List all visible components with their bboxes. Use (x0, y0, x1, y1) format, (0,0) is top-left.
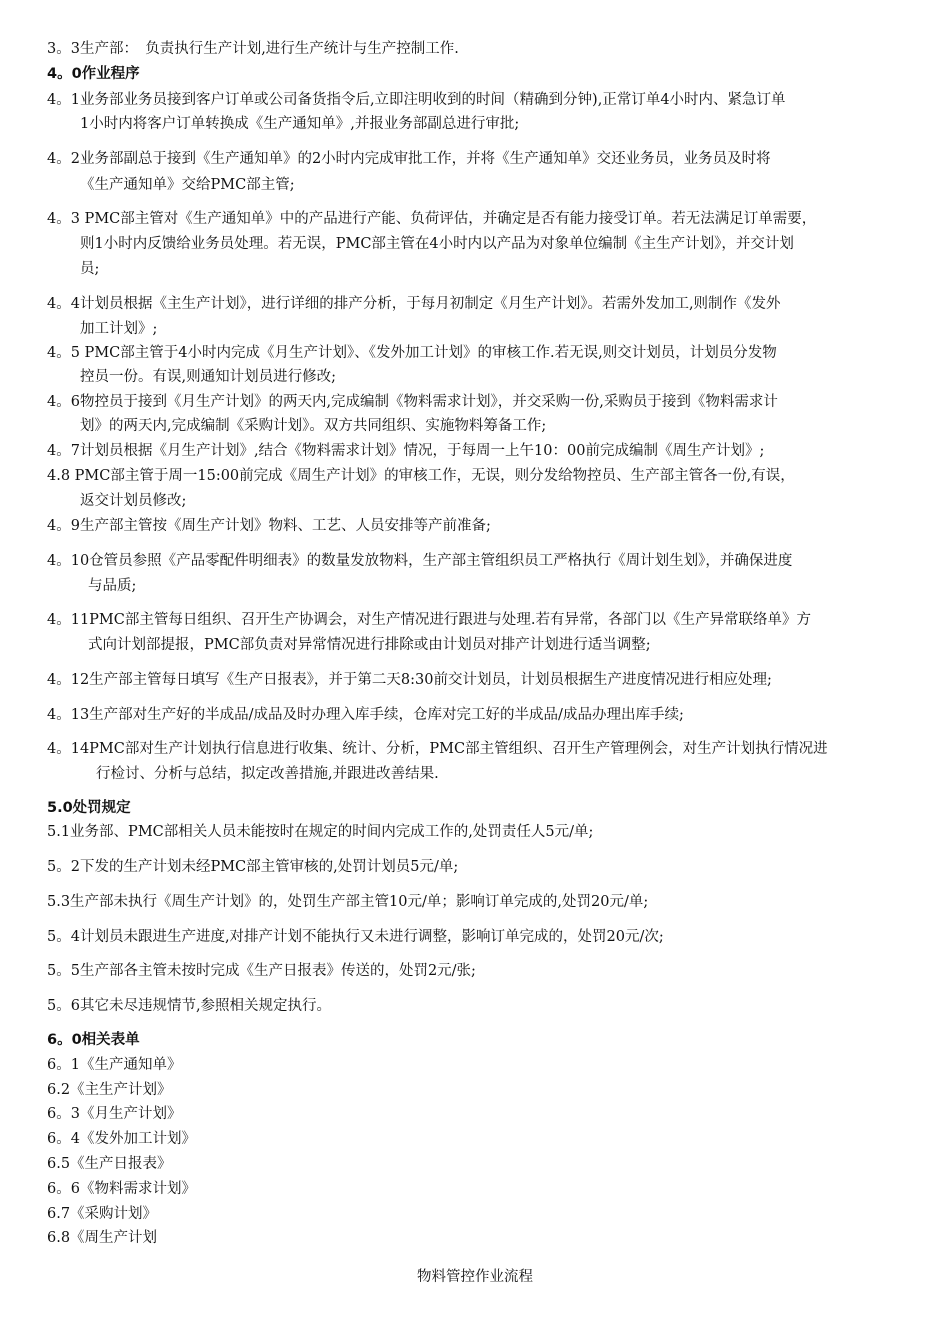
para-5-6: 5。6其它未尽违规情节,参照相关规定执行。 (47, 998, 332, 1014)
form-item: 6.2《主生产计划》 (47, 1082, 172, 1098)
para-4-14: 4。14PMC部对生产计划执行信息进行收集、统计、分析，PMC部主管组织、召开生产管理例会，对生产计划执行情况进 (47, 741, 828, 757)
para-4-10-cont: 与品质; (88, 578, 137, 594)
para-5-3: 5.3生产部未执行《周生产计划》的，处罚生产部主管10元/单；影响订单完成的,处罚20元/单; (47, 894, 649, 910)
para-4-9: 4。9生产部主管按《周生产计划》物料、工艺、人员安排等产前准备; (47, 518, 491, 534)
para-4-3-cont: 则1小时内反馈给业务员处理。若无误，PMC部主管在4小时内以产品为对象单位编制《主生产计划》，并交计划 (80, 236, 794, 252)
heading-6: 6。0相关表单 (47, 1032, 140, 1048)
para-4-6: 4。6物控员于接到《月生产计划》的两天内,完成编制《物料需求计划》，并交采购一份,采购员于接到《物料需求计 (47, 394, 778, 410)
para-4-11-cont: 式向计划部提报，PMC部负责对异常情况进行排除或由计划员对排产计划进行适当调整; (88, 637, 651, 653)
para-4-7: 4。7计划员根据《月生产计划》,结合《物料需求计划》情况，于每周一上午10：00前完成编制《周生产计划》; (47, 443, 765, 459)
heading-5: 5.0处罚规定 (47, 800, 131, 816)
heading-4: 4。0作业程序 (47, 66, 140, 82)
para-4-12: 4。12生产部主管每日填写《生产日报表》，并于第二天8:30前交计划员，计划员根据生产进度情况进行相应处理; (47, 672, 772, 688)
form-item: 6.7《采购计划》 (47, 1206, 158, 1222)
para-5-1: 5.1业务部、PMC部相关人员未能按时在规定的时间内完成工作的,处罚责任人5元/单; (47, 824, 594, 840)
form-item: 6.8《周生产计划 (47, 1230, 158, 1246)
para-4-5-cont: 控员一份。有误,则通知计划员进行修改; (80, 369, 336, 385)
para-4-13: 4。13生产部对生产好的半成品/成品及时办理入库手续，仓库对完工好的半成品/成品办理出库手续; (47, 707, 684, 723)
para-5-5: 5。5生产部各主管未按时完成《生产日报表》传送的，处罚2元/张; (47, 963, 476, 979)
para-4-4: 4。4计划员根据《主生产计划》，进行详细的排产分析，于每月初制定《月生产计划》。若需外发加工,则制作《发外 (47, 296, 781, 312)
para-4-1: 4。1业务部业务员接到客户订单或公司备货指令后,立即注明收到的时间（精确到分钟),正常订单4小时内、紧急订单 (47, 92, 786, 108)
page-footer: 物料管控作业流程 (417, 1269, 533, 1285)
para-4-8-cont: 返交计划员修改; (80, 493, 187, 509)
para-4-14-cont: 行检讨、分析与总结，拟定改善措施,并跟进改善结果. (96, 766, 439, 782)
form-item: 6。3《月生产计划》 (47, 1106, 182, 1122)
para-4-2: 4。2业务部副总于接到《生产通知单》的2小时内完成审批工作，并将《生产通知单》交还业务员，业务员及时将 (47, 151, 771, 167)
para-5-4: 5。4计划员未跟进生产进度,对排产计划不能执行又未进行调整，影响订单完成的，处罚20元/次; (47, 929, 664, 945)
para-4-1-cont: 1小时内将客户订单转换成《生产通知单》,并报业务部副总进行审批; (80, 116, 520, 132)
section-3-3: 3。3生产部： 负责执行生产计划,进行生产统计与生产控制工作. (47, 41, 459, 57)
para-4-10: 4。10仓管员参照《产品零配件明细表》的数量发放物料，生产部主管组织员工严格执行《周计划生划》，并确保进度 (47, 553, 793, 569)
form-item: 6。4《发外加工计划》 (47, 1131, 196, 1147)
para-4-4-cont: 加工计划》; (80, 321, 158, 337)
para-5-2: 5。2下发的生产计划未经PMC部主管审核的,处罚计划员5元/单; (47, 859, 459, 875)
para-4-3: 4。3 PMC部主管对《生产通知单》中的产品进行产能、负荷评估，并确定是否有能力接受订单。若无法满足订单需要， (47, 211, 817, 227)
para-4-8: 4.8 PMC部主管于周一15:00前完成《周生产计划》的审核工作，无误，则分发给物控员、生产部主管各一份,有误， (47, 468, 795, 484)
para-4-5: 4。5 PMC部主管于4小时内完成《月生产计划》、《发外加工计划》的审核工作.若无误,则交计划员，计划员分发物 (47, 345, 777, 361)
para-4-3-cont2: 员; (80, 261, 100, 277)
para-4-6-cont: 划》的两天内,完成编制《采购计划》。双方共同组织、实施物料筹备工作; (80, 418, 547, 434)
form-item: 6。1《生产通知单》 (47, 1057, 182, 1073)
form-item: 6.5《生产日报表》 (47, 1156, 172, 1172)
form-item: 6。6《物料需求计划》 (47, 1181, 196, 1197)
para-4-11: 4。11PMC部主管每日组织、召开生产协调会，对生产情况进行跟进与处理.若有异常，各部门以《生产异常联络单》方 (47, 612, 811, 628)
para-4-2-cont: 《生产通知单》交给PMC部主管; (80, 177, 295, 193)
